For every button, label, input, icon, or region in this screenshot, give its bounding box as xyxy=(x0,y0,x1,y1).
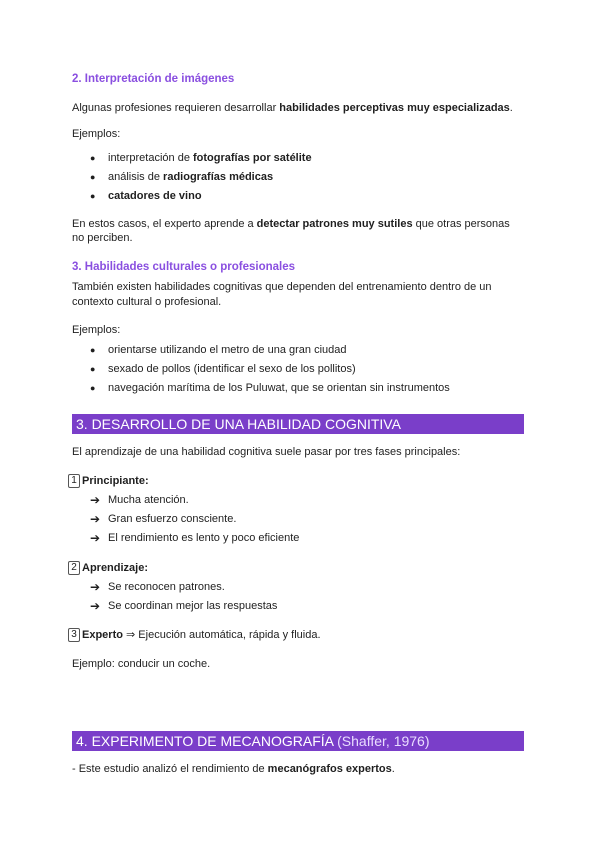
list-item: Se coordinan mejor las respuestas xyxy=(108,600,278,612)
keycap-number-icon: 3 xyxy=(68,628,80,642)
list-item xyxy=(108,151,312,165)
paragraph-intro xyxy=(72,101,513,115)
section-heading-interpretacion: 2. Interpretación de imágenes xyxy=(72,73,235,85)
text: En estos casos, el experto aprende a xyxy=(72,218,257,230)
text: análisis de xyxy=(108,171,164,183)
bold-text: habilidades perceptivas muy especializadas xyxy=(279,102,510,114)
paragraph-closing-line2: no perciben. xyxy=(72,232,133,244)
bullet-dot: ● xyxy=(90,383,96,393)
arrow-icon: ➔ xyxy=(90,531,101,545)
examples-label: Ejemplos: xyxy=(72,128,121,140)
section-heading-culturales: 3. Habilidades culturales o profesionales xyxy=(72,261,296,273)
arrow-icon: ➔ xyxy=(90,599,101,613)
band-citation: (Shaffer, 1976) xyxy=(337,733,430,749)
arrow-icon: ➔ xyxy=(90,493,101,507)
bullet-dot: ● xyxy=(90,191,96,201)
band-title: 4. EXPERIMENTO DE MECANOGRAFÍA xyxy=(76,733,338,749)
paragraph-closing xyxy=(72,217,510,231)
bold-text: radiografías médicas xyxy=(163,171,274,183)
bullet-dot: ● xyxy=(90,364,96,374)
bold-text: detectar patrones muy sutiles xyxy=(256,218,413,230)
arrow-icon: ➔ xyxy=(90,512,101,526)
bullet-dot: ● xyxy=(90,153,96,163)
section-band-experimento xyxy=(72,731,524,751)
stage-label: Principiante: xyxy=(82,475,149,487)
stage-label: Aprendizaje: xyxy=(82,562,149,574)
arrow-icon: ➔ xyxy=(90,580,101,594)
keycap-number-icon: 1 xyxy=(68,474,80,488)
bold-text: fotografías por satélite xyxy=(193,152,312,164)
text: . xyxy=(391,763,395,775)
list-item: orientarse utilizando el metro de una gran ciudad xyxy=(108,344,347,356)
text: que otras personas xyxy=(412,218,510,230)
example-line: Ejemplo: conducir un coche. xyxy=(72,658,211,670)
text: interpretación de xyxy=(108,152,193,164)
bold-text: mecanógrafos expertos xyxy=(267,763,392,775)
paragraph-line: También existen habilidades cognitivas que dependen del entrenamiento dentro de un xyxy=(72,281,492,293)
paragraph-intro: El aprendizaje de una habilidad cognitiva suele pasar por tres fases principales: xyxy=(72,446,461,458)
paragraph-line xyxy=(72,762,395,776)
list-item: El rendimiento es lento y poco eficiente xyxy=(108,532,300,544)
text: Algunas profesiones requieren desarrollar xyxy=(72,102,280,114)
text: . xyxy=(509,102,513,114)
keycap-number-icon: 2 xyxy=(68,561,80,575)
list-item: sexado de pollos (identificar el sexo de los pollitos) xyxy=(108,363,356,375)
list-item: Se reconocen patrones. xyxy=(108,581,225,593)
stage-label: Experto xyxy=(82,629,123,641)
bullet-dot: ● xyxy=(90,345,96,355)
text: - Este estudio analizó el rendimiento de xyxy=(72,763,268,775)
list-item xyxy=(108,170,273,184)
list-item: Gran esfuerzo consciente. xyxy=(108,513,237,525)
list-item: Mucha atención. xyxy=(108,494,189,506)
bullet-dot: ● xyxy=(90,172,96,182)
stage-line xyxy=(82,628,321,642)
list-item xyxy=(108,189,202,203)
text: ⇒ Ejecución automática, rápida y fluida. xyxy=(122,629,321,641)
section-band-desarrollo: 3. DESARROLLO DE UNA HABILIDAD COGNITIVA xyxy=(72,414,524,434)
examples-label: Ejemplos: xyxy=(72,324,121,336)
list-item: navegación marítima de los Puluwat, que se orientan sin instrumentos xyxy=(108,382,450,394)
bold-text: catadores de vino xyxy=(108,190,202,202)
paragraph-line: contexto cultural o profesional. xyxy=(72,296,222,308)
